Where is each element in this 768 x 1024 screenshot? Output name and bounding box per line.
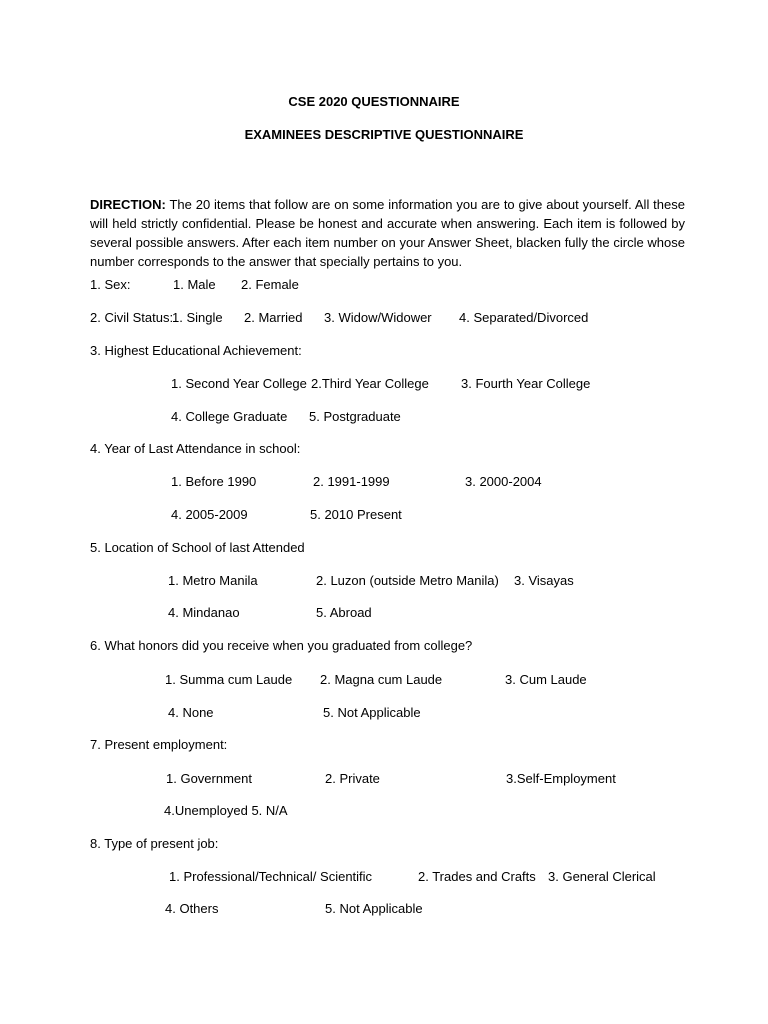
q5-option-4: 4. Mindanao [168,605,240,620]
q7-question: 7. Present employment: [90,737,228,752]
document-title: CSE 2020 QUESTIONNAIRE [288,94,460,109]
q4-option-1: 1. Before 1990 [171,474,257,489]
q1-question: 1. Sex: [90,277,131,292]
q5-option-5: 5. Abroad [316,605,372,620]
q1-option-1: 1. Male [173,277,216,292]
q2-option-1: 1. Single [172,310,223,325]
q6-option-5: 5. Not Applicable [323,705,421,720]
q3-question: 3. Highest Educational Achievement: [90,343,302,358]
q7-option-3: 3.Self-Employment [506,771,616,786]
q6-option-4: 4. None [168,705,214,720]
q6-question: 6. What honors did you receive when you graduated from college? [90,638,473,653]
q4-question: 4. Year of Last Attendance in school: [90,441,301,456]
q1-option-2: 2. Female [241,277,299,292]
q8-option-3: 3. General Clerical [548,869,656,884]
direction-text: The 20 items that follow are on some information you are to give about yourself. All these will held strictly confidential. Please be honest and accurate when answering. Each item is followed by several possible answers. After each item number on your Answer Sheet, blacken fully the circle whose number corresponds to the answer that specially pertains to you. [90,197,685,269]
q2-option-2: 2. Married [244,310,303,325]
q8-option-5: 5. Not Applicable [325,901,423,916]
q5-option-3: 3. Visayas [514,573,574,588]
q6-option-1: 1. Summa cum Laude [165,672,293,687]
q7-option-2: 2. Private [325,771,380,786]
q5-option-2: 2. Luzon (outside Metro Manila) [316,573,499,588]
q8-option-1: 1. Professional/Technical/ Scientific [169,869,373,884]
q2-question: 2. Civil Status: [90,310,174,325]
q2-option-4: 4. Separated/Divorced [459,310,589,325]
q5-option-1: 1. Metro Manila [168,573,258,588]
direction-label: DIRECTION: [90,197,166,212]
q8-option-2: 2. Trades and Crafts [418,869,536,884]
q6-option-3: 3. Cum Laude [505,672,587,687]
q3-option-4: 4. College Graduate [171,409,288,424]
q7-option-1: 1. Government [166,771,252,786]
q6-option-2: 2. Magna cum Laude [320,672,443,687]
q4-option-4: 4. 2005-2009 [171,507,248,522]
document-subtitle: EXAMINEES DESCRIPTIVE QUESTIONNAIRE [244,127,524,142]
q5-question: 5. Location of School of last Attended [90,540,305,555]
q3-option-5: 5. Postgraduate [309,409,401,424]
q7-option-4: 4.Unemployed 5. N/A [164,803,288,818]
q4-option-5: 5. 2010 Present [310,507,402,522]
q3-option-1: 1. Second Year College [171,376,307,391]
q2-option-3: 3. Widow/Widower [324,310,432,325]
direction-paragraph [90,195,685,271]
q4-option-3: 3. 2000-2004 [465,474,542,489]
q3-option-2: 2.Third Year College [311,376,429,391]
q8-question: 8. Type of present job: [90,836,219,851]
q4-option-2: 2. 1991-1999 [313,474,390,489]
q8-option-4: 4. Others [165,901,219,916]
q3-option-3: 3. Fourth Year College [461,376,591,391]
